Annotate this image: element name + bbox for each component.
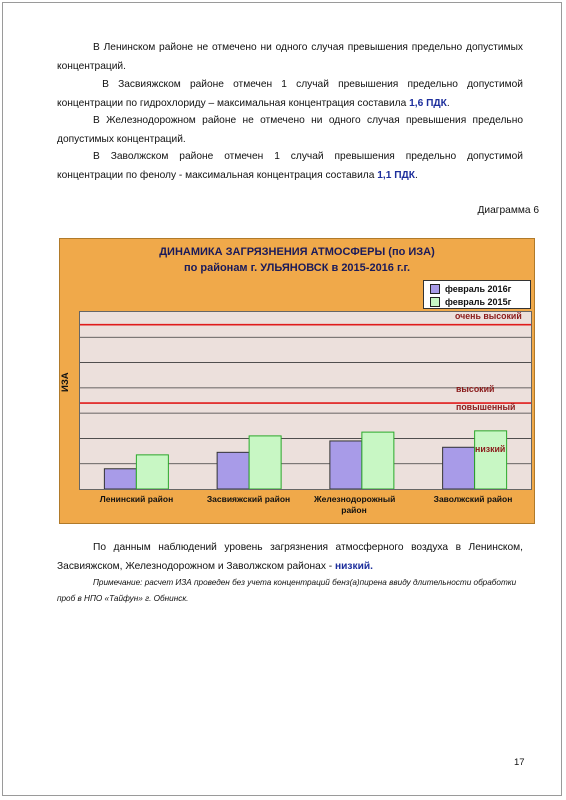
- legend-swatch-2015: [430, 297, 440, 307]
- conclusion-paragraph: [57, 538, 523, 576]
- legend-label-2016: февраль 2016г: [445, 284, 512, 294]
- y-axis-label: ИЗА: [60, 372, 71, 392]
- paragraph-text: В Заволжском районе отмечен 1 случай превышения предельно допустимой концентрации по фенолу - максимальная концентрация составила: [57, 151, 523, 181]
- legend-swatch-2016: [430, 284, 440, 294]
- highlight-value: 1,6 ПДК: [409, 98, 447, 109]
- bar-2015: [136, 455, 168, 489]
- paragraph-zasviyazhsky: В Засвияжском районе отмечен 1 случай превышения предельно допустимой концентрации по гидрохлориду – максимальная концентрация составила 1,6 ПДК.: [57, 79, 523, 109]
- x-tick-label-leninsky: Ленинский район: [99, 494, 174, 504]
- paragraph-text: В Ленинском районе не отмечено ни одного случая превышения предельно допустимых концентраций.: [57, 42, 523, 72]
- legend-label-2015: февраль 2015г: [445, 297, 512, 307]
- page-number: 17: [514, 757, 525, 768]
- legend-item-2015: [430, 296, 511, 308]
- paragraph-zavolzhsky: В Заволжском районе отмечен 1 случай превышения предельно допустимой концентрации по фенолу - максимальная концентрация составила 1,1 ПДК.: [57, 151, 523, 181]
- conclusion-text: По данным наблюдений уровень загрязнения атмосферного воздуха в Ленинском, Засвияжском, Железнодорожном и Заволжском районах -: [57, 542, 523, 572]
- level-label-high: высокий: [456, 384, 495, 394]
- note-text: Примечание: расчет ИЗА проведен без учета концентраций бенз(а)пирена ввиду длительности обработки проб в НПО «Тайфун» г. Обнинск.: [57, 578, 517, 603]
- plot-area: [79, 311, 532, 490]
- highlight-value: 1,1 ПДК: [377, 170, 415, 181]
- bar-2016: [104, 469, 136, 489]
- legend-item-2016: [430, 283, 511, 295]
- note-paragraph: [57, 575, 523, 607]
- x-tick-label-zavolzhsky: Заволжский район: [433, 494, 513, 504]
- paragraph-leninsky: [57, 38, 523, 76]
- level-label-very-high: очень высокий: [455, 311, 522, 321]
- paragraph-text: В Железнодорожном районе не отмечено ни одного случая превышения предельно допустимых концентраций.: [57, 115, 523, 145]
- x-tick-label-zheleznodorozhny: Железнодорожный район: [314, 494, 396, 515]
- bar-2015: [475, 431, 507, 489]
- level-label-elevated: повышенный: [456, 402, 516, 412]
- bar-2015: [249, 436, 281, 489]
- bar-2016: [217, 452, 249, 489]
- diagram-label: Диаграмма 6: [477, 205, 539, 216]
- bar-2015: [362, 432, 394, 489]
- paragraph-zheleznodorozhny: [57, 111, 523, 149]
- x-tick-label-zasviyazhsky: Засвияжский район: [206, 494, 291, 504]
- bar-2016: [443, 447, 475, 489]
- paragraph-text: В Засвияжском районе отмечен 1 случай превышения предельно допустимой концентрации по гидрохлориду – максимальная концентрация составила: [57, 79, 523, 109]
- level-label-low: низкий: [475, 444, 506, 454]
- conclusion-highlight: низкий.: [334, 561, 373, 572]
- chart-subtitle: по районам г. УЛЬЯНОВСК в 2015-2016 г.г.: [183, 262, 411, 274]
- bar-2016: [330, 441, 362, 489]
- chart-title: ДИНАМИКА ЗАГРЯЗНЕНИЯ АТМОСФЕРЫ (по ИЗА): [159, 246, 435, 258]
- chart-plot-svg: [80, 312, 531, 489]
- chart-legend: [423, 280, 531, 309]
